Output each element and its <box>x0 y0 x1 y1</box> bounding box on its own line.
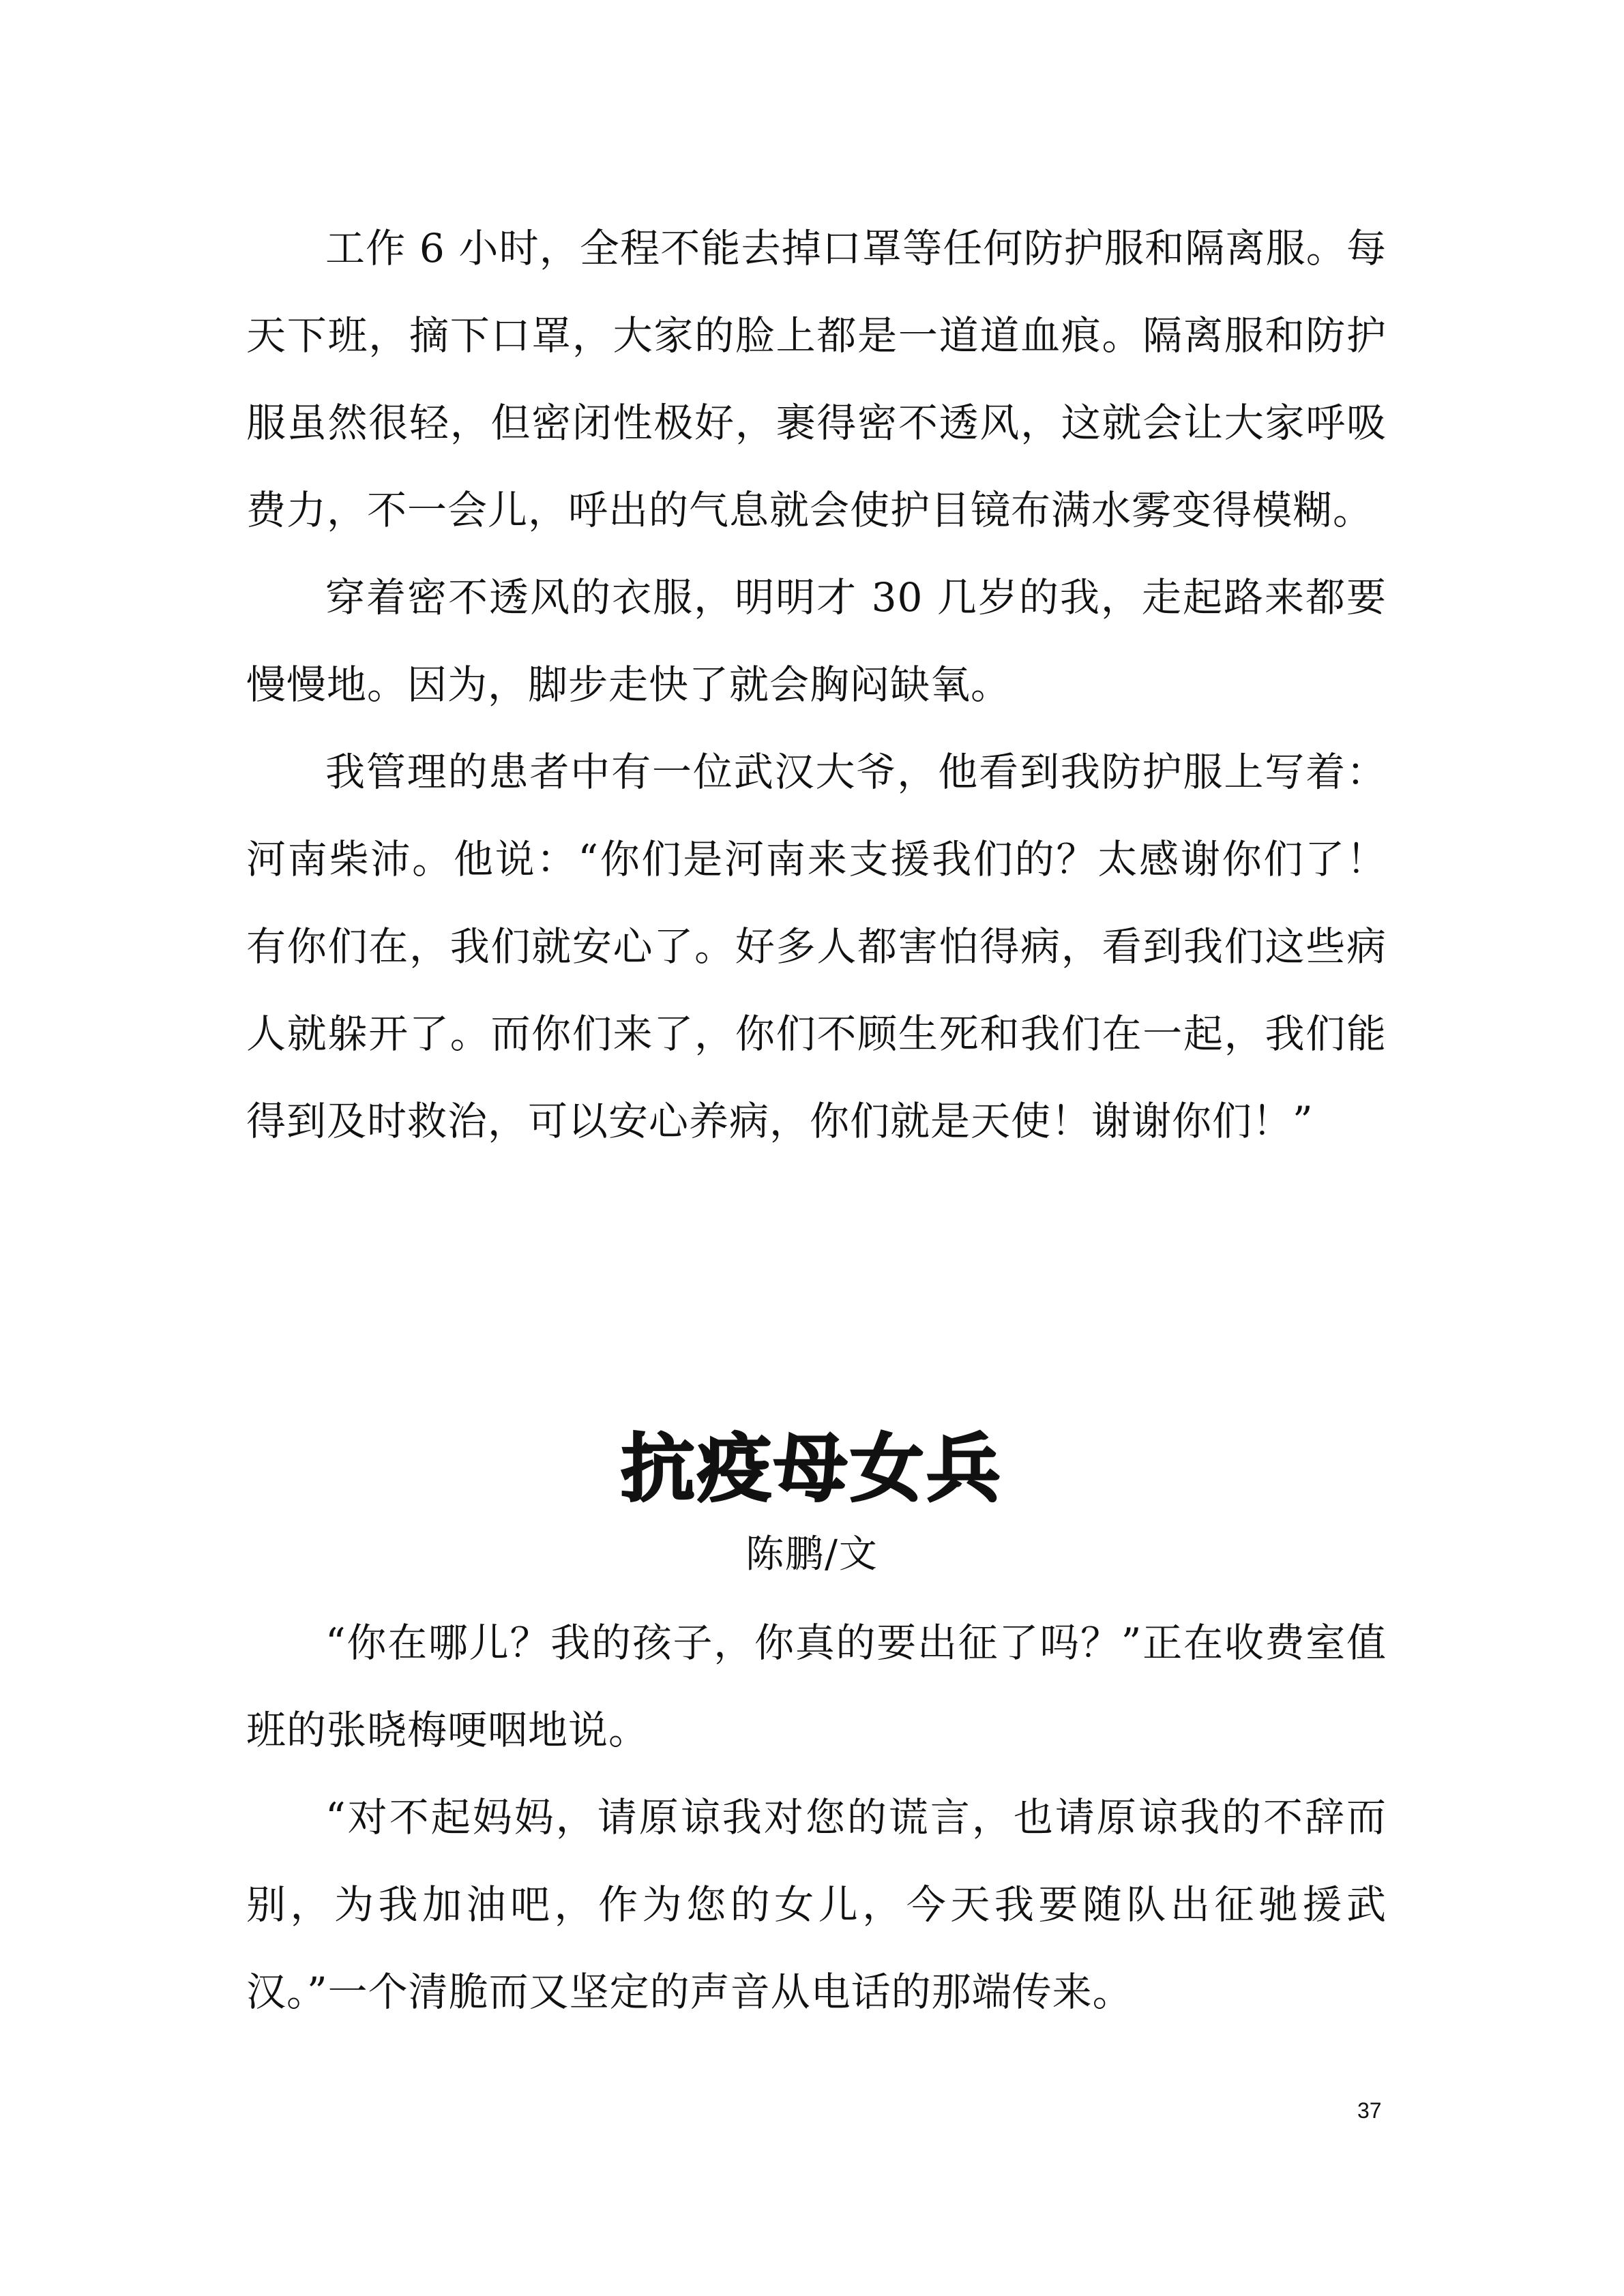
body-paragraph: “你在哪儿？我的孩子，你真的要出征了吗？”正在收费室值班的张晓梅哽咽地说。 <box>246 1620 1387 1753</box>
body-paragraph: 工作 6 小时，全程不能去掉口罩等任何防护服和隔离服。每天下班，摘下口罩，大家的脸上都是一道道血痕。隔离服和防护服虽然很轻，但密闭性极好，裹得密不透风，这就会让大家呼吸费力，不一会儿，呼出的气息就会使护目镜布满水雾变得模糊。 <box>246 225 1387 533</box>
previous-article-continuation <box>246 205 1387 1165</box>
article-title: 抗疫母女兵 <box>621 1427 1003 1512</box>
body-paragraph: 我管理的患者中有一位武汉大爷，他看到我防护服上写着：河南柴沛。他说：“你们是河南来支援我们的？太感谢你们了！有你们在，我们就安心了。好多人都害怕得病，看到我们这些病人就躲开了。而你们来了，你们不顾生死和我们在一起，我们能得到及时救治，可以安心养病，你们就是天使！谢谢你们！” <box>246 749 1387 1144</box>
article-byline: 陈鹏/文 <box>745 1532 879 1577</box>
article-body <box>246 1599 1387 2036</box>
body-paragraph: “对不起妈妈，请原谅我对您的谎言，也请原谅我的不辞而别，为我加油吧，作为您的女儿，今天我要随队出征驰援武汉。”一个清脆而又坚定的声音从电话的那端传来。 <box>246 1794 1387 2015</box>
body-paragraph: 穿着密不透风的衣服，明明才 30 几岁的我，走起路来都要慢慢地。因为，脚步走快了就会胸闷缺氧。 <box>246 574 1387 708</box>
page-number: 37 <box>1357 2098 1382 2123</box>
